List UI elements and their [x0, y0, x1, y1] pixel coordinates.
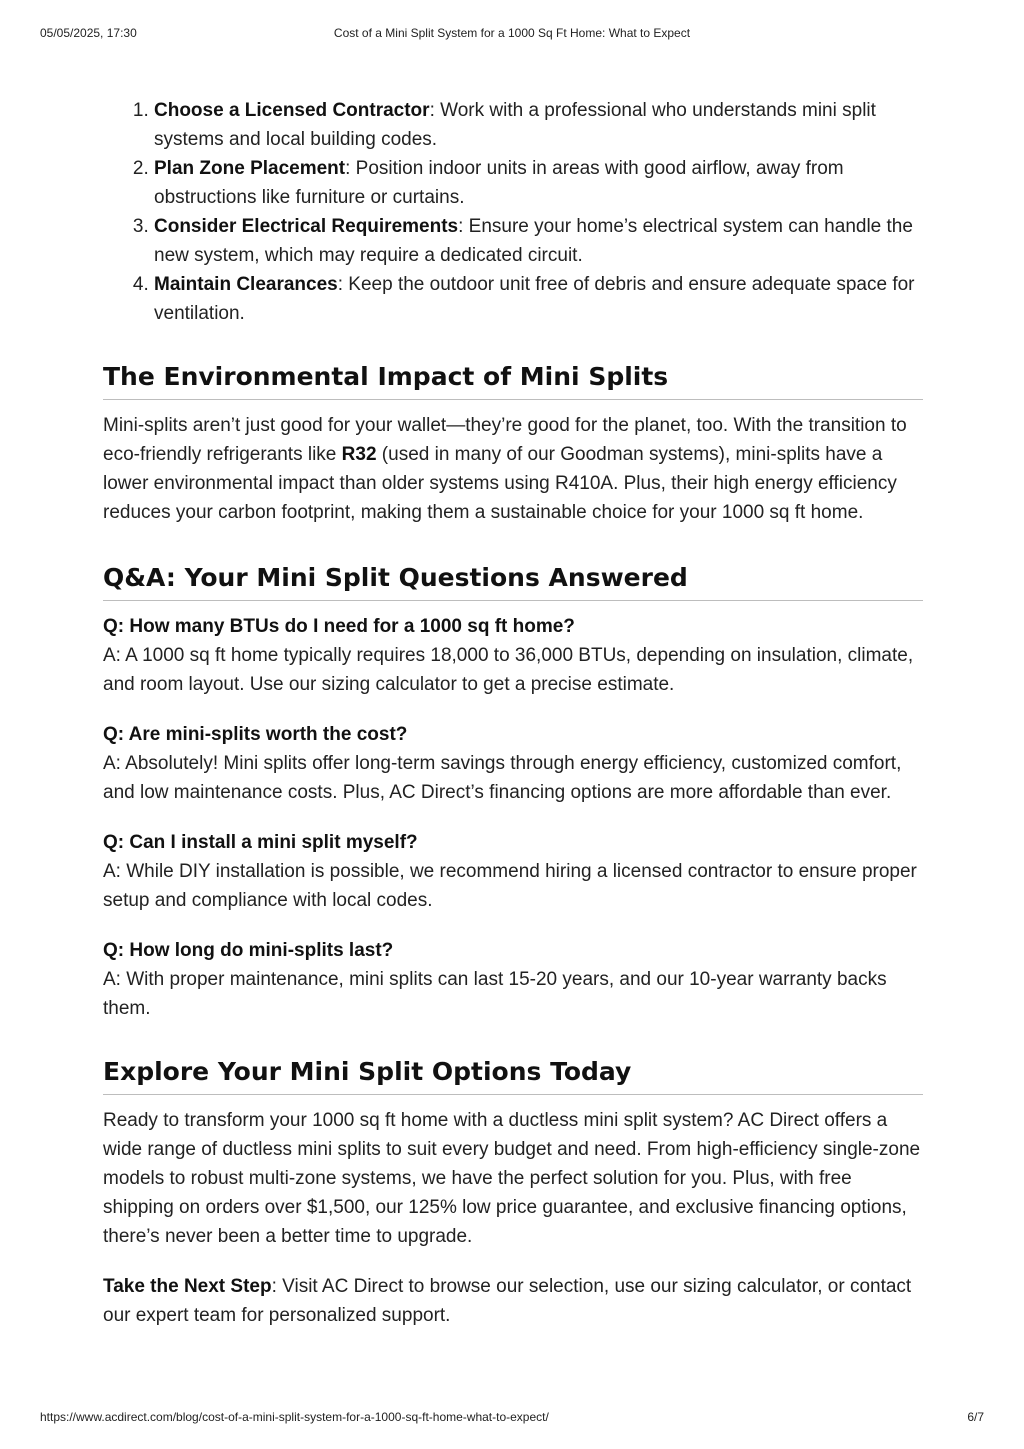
list-item	[154, 96, 923, 154]
next-step-label: Take the Next Step	[103, 1276, 272, 1297]
list-item-text: : Position indoor units in areas with good airflow, away from obstructions like furniture or curtains.	[154, 158, 844, 208]
environmental-impact-heading: The Environmental Impact of Mini Splits	[103, 361, 923, 400]
qa-item	[103, 828, 923, 915]
list-item	[154, 270, 923, 328]
explore-options-paragraph: Ready to transform your 1000 sq ft home with a ductless mini split system? AC Direct offers a wide range of ductless mini splits to suit every budget and need. From high-efficiency single-zone models to robust multi-zone systems, we have the perfect solution for you. Plus, with free shipping on orders over $1,500, our 125% low price guarantee, and exclusive financing options, there’s never been a better time to upgrade.	[103, 1110, 921, 1247]
qa-item	[103, 720, 923, 807]
qa-answer: A: Absolutely! Mini splits offer long-term savings through energy efficiency, customized comfort, and low maintenance costs. Plus, AC Direct’s financing options are more affordable than ever.	[103, 753, 902, 803]
qa-heading: Q&A: Your Mini Split Questions Answered	[103, 562, 923, 601]
page-number: 6/7	[967, 1410, 984, 1424]
qa-item	[103, 936, 923, 1023]
qa-answer: A: A 1000 sq ft home typically requires 18,000 to 36,000 BTUs, depending on insulation, climate, and room layout. Use our sizing calculator to get a precise estimate.	[103, 645, 914, 695]
next-step-paragraph	[103, 1272, 923, 1330]
list-item-term: Consider Electrical Requirements	[154, 216, 459, 237]
qa-question: Q: How long do mini-splits last?	[103, 940, 394, 961]
qa-question: Q: How many BTUs do I need for a 1000 sq ft home?	[103, 616, 575, 637]
print-footer	[40, 1410, 984, 1426]
installation-tips-list	[103, 96, 923, 328]
print-page-title: Cost of a Mini Split System for a 1000 Sq Ft Home: What to Expect	[333, 26, 691, 40]
environmental-impact-paragraph	[103, 411, 923, 527]
article-content	[103, 96, 923, 1330]
list-item	[154, 212, 923, 270]
page-url: https://www.acdirect.com/blog/cost-of-a-mini-split-system-for-a-1000-sq-ft-home-what-to-expect/	[40, 1410, 549, 1424]
paragraph-text: (used in many of our Goodman systems), mini-splits have a lower environmental impact than older systems using R410A. Plus, their high energy efficiency reduces your carbon footprint, making them a sustainable choice for your 1000 sq ft home.	[103, 444, 897, 523]
paragraph-text: Mini-splits aren’t just good for your wallet—they’re good for the planet, too. With the transition to eco-friendly refrigerants like	[103, 415, 907, 465]
list-item-text: : Ensure your home’s electrical system can handle the new system, which may require a dedicated circuit.	[154, 216, 913, 266]
qa-answer: A: While DIY installation is possible, we recommend hiring a licensed contractor to ensure proper setup and compliance with local codes.	[103, 861, 917, 911]
list-item-term: Choose a Licensed Contractor	[154, 100, 430, 121]
list-item-term: Plan Zone Placement	[154, 158, 346, 179]
list-item-term: Maintain Clearances	[154, 274, 338, 295]
list-item	[154, 154, 923, 212]
explore-options-heading: Explore Your Mini Split Options Today	[103, 1056, 923, 1095]
print-header	[40, 26, 984, 42]
qa-question: Q: Can I install a mini split myself?	[103, 832, 418, 853]
refrigerant-r32: R32	[341, 444, 377, 465]
print-datetime: 05/05/2025, 17:30	[40, 26, 137, 40]
next-step-text: : Visit AC Direct to browse our selection, use our sizing calculator, or contact our expert team for personalized support.	[103, 1276, 912, 1326]
list-item-text: : Keep the outdoor unit free of debris and ensure adequate space for ventilation.	[154, 274, 915, 324]
list-item-text: : Work with a professional who understands mini split systems and local building codes.	[154, 100, 876, 150]
qa-item	[103, 612, 923, 699]
qa-answer: A: With proper maintenance, mini splits can last 15-20 years, and our 10-year warranty backs them.	[103, 969, 887, 1019]
qa-question: Q: Are mini-splits worth the cost?	[103, 724, 408, 745]
